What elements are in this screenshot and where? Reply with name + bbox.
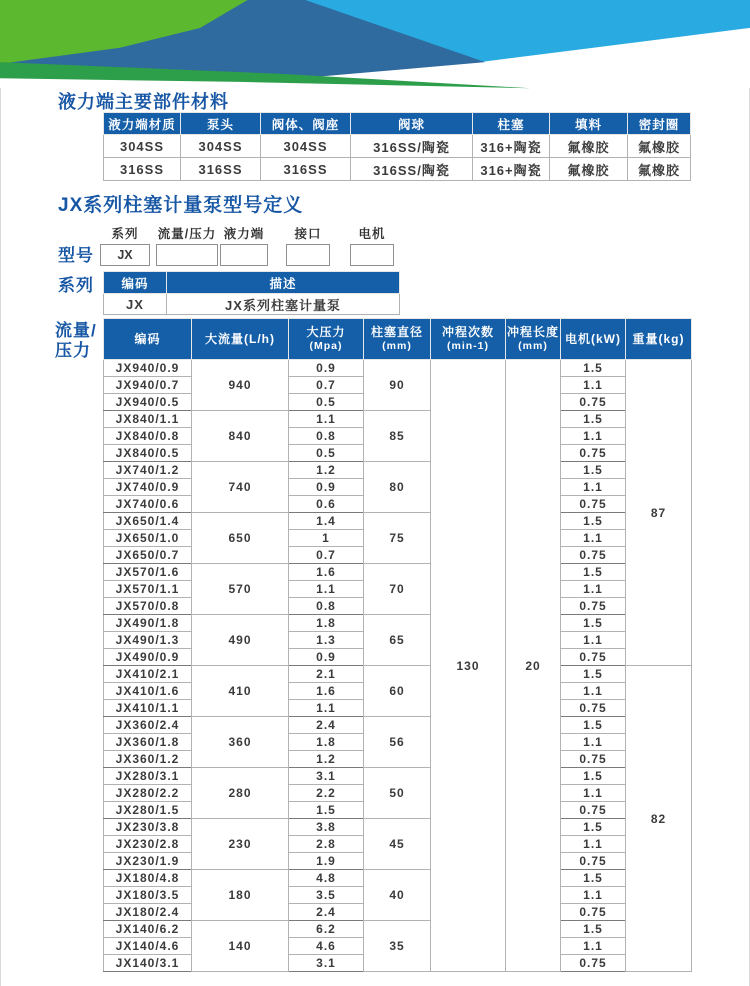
series-label: 系列	[58, 276, 94, 295]
table-cell: 304SS	[181, 135, 261, 158]
model-field	[221, 224, 267, 266]
model-code-cell: JX230/3.8	[104, 819, 192, 836]
motor-power-cell: 1.1	[561, 479, 626, 496]
motor-power-cell: 1.1	[561, 428, 626, 445]
column-header: 编码	[104, 272, 167, 294]
plunger-diameter-cell: 40	[364, 870, 431, 921]
column-header	[561, 319, 626, 360]
table-cell: 304SS	[261, 135, 351, 158]
motor-power-cell: 0.75	[561, 751, 626, 768]
model-code-cell: JX410/2.1	[104, 666, 192, 683]
model-code-cell: JX140/3.1	[104, 955, 192, 972]
model-code-cell: JX140/6.2	[104, 921, 192, 938]
model-code-cell: JX570/0.8	[104, 598, 192, 615]
plunger-diameter-cell: 35	[364, 921, 431, 972]
model-field	[351, 224, 393, 266]
column-header	[626, 319, 692, 360]
max-flow-cell: 280	[192, 768, 289, 819]
max-pressure-cell: 3.1	[289, 955, 364, 972]
model-code-cell: JX180/2.4	[104, 904, 192, 921]
max-pressure-cell: 0.5	[289, 394, 364, 411]
plunger-diameter-cell: 45	[364, 819, 431, 870]
model-code-cell: JX740/0.9	[104, 479, 192, 496]
column-header	[104, 319, 192, 360]
column-header-main: 柱塞直径	[370, 325, 423, 339]
motor-power-cell: 1.5	[561, 615, 626, 632]
motor-power-cell: 1.1	[561, 785, 626, 802]
plunger-diameter-cell: 65	[364, 615, 431, 666]
page-content	[0, 88, 750, 986]
flow-pressure-label-line2: 压力	[55, 341, 91, 360]
max-flow-cell: 740	[192, 462, 289, 513]
column-header: 阀体、阀座	[261, 113, 351, 135]
pump-row	[104, 819, 692, 836]
max-pressure-cell: 1.4	[289, 513, 364, 530]
motor-power-cell: 0.75	[561, 547, 626, 564]
max-pressure-cell: 0.9	[289, 360, 364, 377]
column-header: 密封圈	[628, 113, 691, 135]
max-flow-cell: 940	[192, 360, 289, 411]
model-code-cell: JX230/2.8	[104, 836, 192, 853]
motor-power-cell: 0.75	[561, 700, 626, 717]
model-field-box: JX	[100, 244, 150, 266]
model-field-label: 系列	[111, 227, 139, 241]
motor-power-cell: 1.1	[561, 887, 626, 904]
motor-power-cell: 1.1	[561, 530, 626, 547]
model-field-box	[286, 244, 330, 266]
materials-table	[103, 112, 691, 181]
table-cell: JX系列柱塞计量泵	[167, 294, 400, 315]
plunger-diameter-cell: 56	[364, 717, 431, 768]
pump-row	[104, 768, 692, 785]
model-field	[157, 224, 217, 266]
max-flow-cell: 140	[192, 921, 289, 972]
max-pressure-cell: 3.5	[289, 887, 364, 904]
motor-power-cell: 0.75	[561, 496, 626, 513]
model-code-cell: JX360/2.4	[104, 717, 192, 734]
model-code-cell: JX940/0.5	[104, 394, 192, 411]
motor-power-cell: 0.75	[561, 445, 626, 462]
pump-header-row	[104, 319, 692, 360]
model-code-cell: JX410/1.6	[104, 683, 192, 700]
column-header	[431, 319, 506, 360]
pump-row	[104, 360, 692, 377]
motor-power-cell: 1.5	[561, 360, 626, 377]
max-pressure-cell: 2.4	[289, 717, 364, 734]
motor-power-cell: 0.75	[561, 394, 626, 411]
max-pressure-cell: 0.7	[289, 377, 364, 394]
plunger-diameter-cell: 50	[364, 768, 431, 819]
motor-power-cell: 1.1	[561, 836, 626, 853]
motor-power-cell: 1.5	[561, 411, 626, 428]
max-pressure-cell: 1.5	[289, 802, 364, 819]
pump-row	[104, 513, 692, 530]
column-header	[289, 319, 364, 360]
max-pressure-cell: 1.8	[289, 615, 364, 632]
plunger-diameter-cell: 90	[364, 360, 431, 411]
max-pressure-cell: 1.1	[289, 700, 364, 717]
plunger-diameter-cell: 60	[364, 666, 431, 717]
table-cell: 氟橡胶	[628, 135, 691, 158]
max-pressure-cell: 0.9	[289, 649, 364, 666]
motor-power-cell: 0.75	[561, 802, 626, 819]
model-code-cell: JX840/0.8	[104, 428, 192, 445]
table-cell: 316SS/陶瓷	[351, 135, 473, 158]
motor-power-cell: 0.75	[561, 853, 626, 870]
motor-power-cell: 0.75	[561, 904, 626, 921]
max-pressure-cell: 1.2	[289, 751, 364, 768]
weight-cell: 82	[626, 666, 692, 972]
materials-header-row	[104, 113, 691, 135]
model-code-cell: JX840/0.5	[104, 445, 192, 462]
pump-row	[104, 921, 692, 938]
max-pressure-cell: 3.8	[289, 819, 364, 836]
model-label: 型号	[58, 246, 94, 265]
plunger-diameter-cell: 80	[364, 462, 431, 513]
max-pressure-cell: 1.8	[289, 734, 364, 751]
table-cell: 氟橡胶	[628, 158, 691, 181]
table-cell: JX	[104, 294, 167, 315]
motor-power-cell: 1.5	[561, 819, 626, 836]
max-pressure-cell: 2.8	[289, 836, 364, 853]
max-flow-cell: 410	[192, 666, 289, 717]
max-flow-cell: 840	[192, 411, 289, 462]
max-flow-cell: 490	[192, 615, 289, 666]
column-header-main: 编码	[134, 332, 161, 346]
model-code-cell: JX570/1.1	[104, 581, 192, 598]
pump-row	[104, 717, 692, 734]
model-code-cell: JX650/0.7	[104, 547, 192, 564]
table-cell: 氟橡胶	[550, 158, 628, 181]
max-pressure-cell: 1.1	[289, 581, 364, 598]
column-header: 描述	[167, 272, 400, 294]
model-code-cell: JX360/1.2	[104, 751, 192, 768]
table-cell: 316+陶瓷	[473, 135, 550, 158]
model-code-cell: JX570/1.6	[104, 564, 192, 581]
column-header-main: 冲程次数	[441, 325, 494, 339]
motor-power-cell: 1.5	[561, 564, 626, 581]
column-header: 柱塞	[473, 113, 550, 135]
stroke-length-cell: 20	[506, 360, 561, 972]
model-code-cell: JX490/0.9	[104, 649, 192, 666]
max-pressure-cell: 3.1	[289, 768, 364, 785]
motor-power-cell: 1.5	[561, 870, 626, 887]
motor-power-cell: 1.5	[561, 462, 626, 479]
table-cell: 316SS/陶瓷	[351, 158, 473, 181]
model-field-box	[156, 244, 218, 266]
max-pressure-cell: 0.8	[289, 598, 364, 615]
table-cell: 316SS	[181, 158, 261, 181]
table-row	[104, 135, 691, 158]
plunger-diameter-cell: 85	[364, 411, 431, 462]
column-header-main: 重量(kg)	[632, 332, 685, 346]
max-pressure-cell: 1.6	[289, 683, 364, 700]
materials-section-title: 液力端主要部件材料	[58, 92, 229, 112]
table-row	[104, 158, 691, 181]
max-pressure-cell: 1.6	[289, 564, 364, 581]
column-header-main: 大压力	[306, 325, 346, 339]
weight-cell: 87	[626, 360, 692, 666]
column-header	[364, 319, 431, 360]
column-header: 泵头	[181, 113, 261, 135]
model-code-cell: JX940/0.9	[104, 360, 192, 377]
max-pressure-cell: 1.9	[289, 853, 364, 870]
model-field-label: 电机	[358, 227, 386, 241]
model-field-label: 液力端	[223, 227, 265, 241]
model-code-cell: JX840/1.1	[104, 411, 192, 428]
series-header-row	[104, 272, 400, 294]
column-header-sub: (Mpa)	[309, 340, 343, 352]
table-cell: 316SS	[261, 158, 351, 181]
table-cell: 316+陶瓷	[473, 158, 550, 181]
motor-power-cell: 1.5	[561, 921, 626, 938]
model-code-cell: JX280/2.2	[104, 785, 192, 802]
max-pressure-cell: 1.3	[289, 632, 364, 649]
column-header	[192, 319, 289, 360]
model-field-box	[220, 244, 268, 266]
max-pressure-cell: 2.1	[289, 666, 364, 683]
model-field-label: 流量/压力	[157, 227, 217, 241]
model-code-cell: JX140/4.6	[104, 938, 192, 955]
column-header: 液力端材质	[104, 113, 181, 135]
pump-row	[104, 564, 692, 581]
max-pressure-cell: 4.6	[289, 938, 364, 955]
table-cell: 316SS	[104, 158, 181, 181]
motor-power-cell: 1.1	[561, 683, 626, 700]
motor-power-cell: 1.5	[561, 768, 626, 785]
plunger-diameter-cell: 75	[364, 513, 431, 564]
max-pressure-cell: 0.7	[289, 547, 364, 564]
column-header: 阀球	[351, 113, 473, 135]
table-cell: 304SS	[104, 135, 181, 158]
column-header: 填料	[550, 113, 628, 135]
model-code-cell: JX180/4.8	[104, 870, 192, 887]
motor-power-cell: 0.75	[561, 598, 626, 615]
pump-row	[104, 666, 692, 683]
column-header	[506, 319, 561, 360]
motor-power-cell: 0.75	[561, 955, 626, 972]
pump-row	[104, 615, 692, 632]
column-header-sub: (mm)	[382, 340, 412, 352]
max-pressure-cell: 0.8	[289, 428, 364, 445]
max-flow-cell: 180	[192, 870, 289, 921]
pump-spec-table	[103, 318, 692, 972]
model-code-cell: JX180/3.5	[104, 887, 192, 904]
max-flow-cell: 570	[192, 564, 289, 615]
max-pressure-cell: 4.8	[289, 870, 364, 887]
motor-power-cell: 1.1	[561, 581, 626, 598]
motor-power-cell: 1.5	[561, 717, 626, 734]
model-code-cell: JX490/1.8	[104, 615, 192, 632]
model-code-cell: JX490/1.3	[104, 632, 192, 649]
motor-power-cell: 1.1	[561, 632, 626, 649]
plunger-diameter-cell: 70	[364, 564, 431, 615]
max-flow-cell: 230	[192, 819, 289, 870]
max-pressure-cell: 1.2	[289, 462, 364, 479]
motor-power-cell: 1.1	[561, 377, 626, 394]
series-table	[103, 271, 400, 315]
flow-pressure-label	[55, 321, 97, 361]
stroke-frequency-cell: 130	[431, 360, 506, 972]
model-code-cell: JX410/1.1	[104, 700, 192, 717]
model-field-box	[350, 244, 394, 266]
model-code-cell: JX280/3.1	[104, 768, 192, 785]
banner	[0, 0, 750, 90]
flow-pressure-label-line1: 流量/	[55, 321, 97, 340]
model-code-cell: JX650/1.0	[104, 530, 192, 547]
max-pressure-cell: 1	[289, 530, 364, 547]
column-header-main: 大流量(L/h)	[205, 332, 275, 346]
model-code-cell: JX740/0.6	[104, 496, 192, 513]
max-pressure-cell: 2.4	[289, 904, 364, 921]
motor-power-cell: 1.5	[561, 666, 626, 683]
pump-row	[104, 870, 692, 887]
pump-row	[104, 411, 692, 428]
column-header-main: 冲程长度	[506, 325, 559, 339]
max-pressure-cell: 0.9	[289, 479, 364, 496]
motor-power-cell: 1.5	[561, 513, 626, 530]
model-field	[287, 224, 329, 266]
model-field-label: 接口	[294, 227, 322, 241]
model-code-cell: JX740/1.2	[104, 462, 192, 479]
model-code-cell: JX230/1.9	[104, 853, 192, 870]
column-header-sub: (mm)	[518, 340, 548, 352]
column-header-main: 电机(kW)	[565, 332, 621, 346]
max-pressure-cell: 2.2	[289, 785, 364, 802]
table-cell: 氟橡胶	[550, 135, 628, 158]
model-field	[101, 224, 149, 266]
model-code-cell: JX280/1.5	[104, 802, 192, 819]
table-row	[104, 294, 400, 315]
model-code-cell: JX650/1.4	[104, 513, 192, 530]
pump-row	[104, 462, 692, 479]
max-flow-cell: 360	[192, 717, 289, 768]
column-header-sub: (min-1)	[447, 340, 489, 352]
max-pressure-cell: 1.1	[289, 411, 364, 428]
motor-power-cell: 1.1	[561, 734, 626, 751]
motor-power-cell: 1.1	[561, 938, 626, 955]
max-pressure-cell: 0.6	[289, 496, 364, 513]
modeldef-section-title: JX系列柱塞计量泵型号定义	[58, 195, 304, 216]
model-code-cell: JX360/1.8	[104, 734, 192, 751]
max-pressure-cell: 0.5	[289, 445, 364, 462]
motor-power-cell: 0.75	[561, 649, 626, 666]
max-flow-cell: 650	[192, 513, 289, 564]
model-code-cell: JX940/0.7	[104, 377, 192, 394]
max-pressure-cell: 6.2	[289, 921, 364, 938]
